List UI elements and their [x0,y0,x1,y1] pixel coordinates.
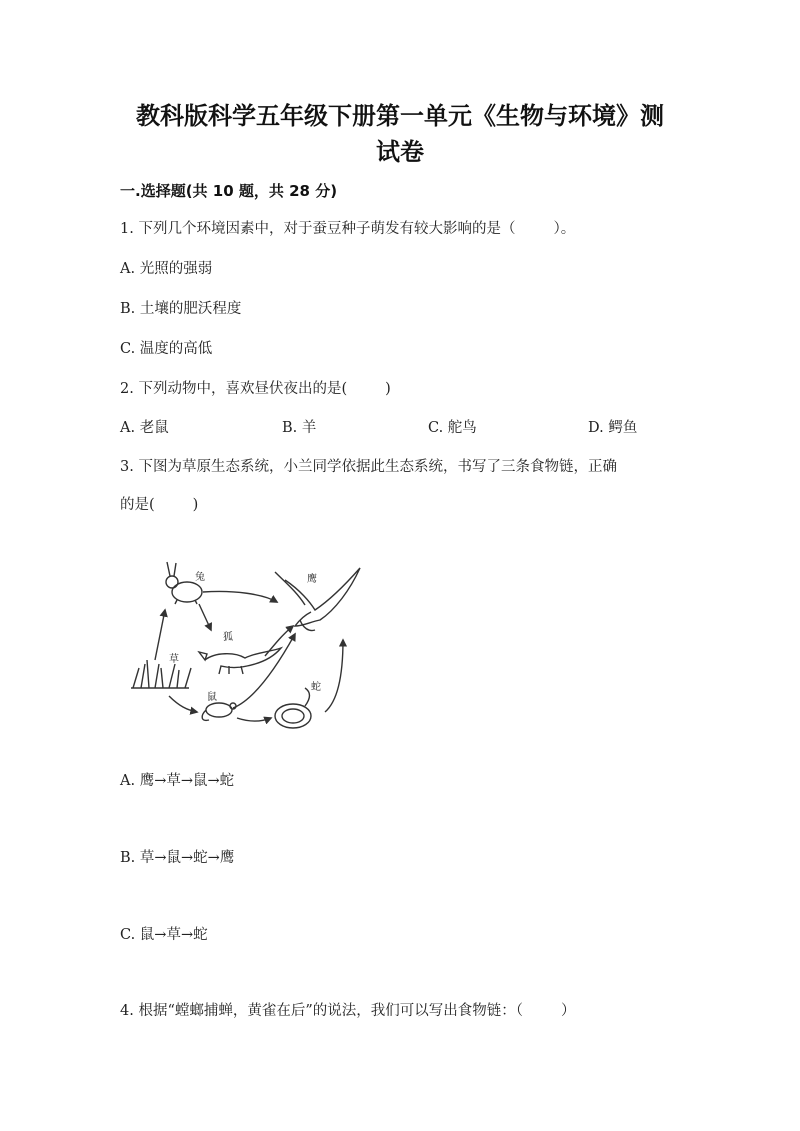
question-2-text-end: ) [385,381,391,397]
snake-figure [275,688,311,728]
question-2-option-d: D. 鳄鱼 [588,420,638,436]
section-heading: 一.选择题(共 10 题，共 28 分) [120,182,338,200]
question-4-text: 4. 根据“螳螂捕蝉，黄雀在后”的说法，我们可以写出食物链：（ [120,1003,524,1019]
question-4-text-end: ） [561,1003,576,1019]
question-3-text: 的是( [120,497,155,513]
question-3-text-end: ) [192,497,199,513]
mouse-label: 鼠 [207,692,217,703]
rabbit-label: 兔 [195,572,205,583]
question-2-option-c: C. 舵鸟 [428,420,477,436]
question-2-option-b: B. 羊 [282,420,317,436]
question-1-text-end: ）。 [553,221,576,237]
question-3-option-c: C. 鼠→草→蛇 [120,927,208,943]
grass-figure [131,660,191,688]
question-1-option-a: A. 光照的强弱 [120,261,213,277]
food-web-diagram [125,560,385,740]
question-4-stem [120,1000,576,1022]
page-title [100,98,700,170]
eagle-label: 鹰 [307,574,317,585]
question-2-option-a: A. 老鼠 [120,420,169,436]
rabbit-figure [166,562,202,604]
question-1-stem [120,218,575,240]
question-2-text: 2. 下列动物中，喜欢昼伏夜出的是( [120,381,348,397]
question-3-option-b: B. 草→鼠→蛇→鹰 [120,850,235,866]
question-3-stem-line-1: 3. 下图为草原生态系统，小兰同学依据此生态系统，书写了三条食物链，正确 [120,459,617,475]
question-1-option-c: C. 温度的高低 [120,341,213,357]
question-1-option-b: B. 土壤的肥沃程度 [120,301,242,317]
fox-label: 狐 [223,632,233,643]
mouse-figure [202,703,236,720]
snake-label: 蛇 [311,682,321,693]
question-3-option-a: A. 鹰→草→鼠→蛇 [120,773,235,789]
title-line-1: 教科版科学五年级下册第一单元《生物与环境》测 [136,102,664,130]
grass-label: 草 [169,654,179,665]
question-1-text: 1. 下列几个环境因素中，对于蚕豆种子萌发有较大影响的是（ [120,221,516,237]
question-3-stem-line-2 [120,494,198,516]
eagle-figure [275,568,360,631]
question-2-stem [120,378,391,400]
title-line-2: 试卷 [376,138,424,166]
